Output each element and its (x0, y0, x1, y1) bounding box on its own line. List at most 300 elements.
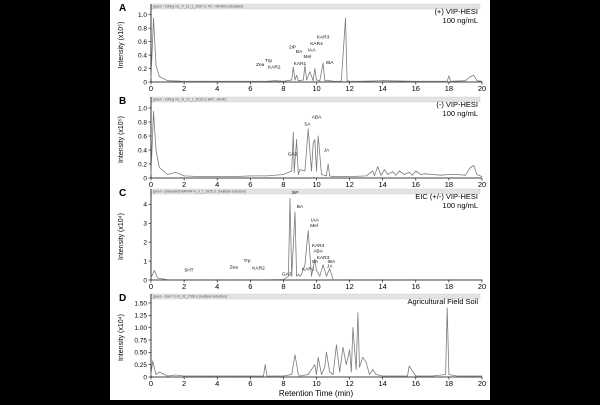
data-point (351, 372, 352, 373)
data-point (154, 270, 155, 271)
data-point (293, 132, 294, 133)
y-tick-label: 0.8 (137, 25, 147, 33)
x-tick-label: 14 (378, 282, 387, 291)
data-point (324, 80, 325, 81)
data-point (345, 18, 346, 19)
data-point (151, 78, 152, 79)
data-point (316, 80, 317, 81)
x-tick-label: 2 (182, 379, 187, 388)
peak-label: BA (295, 50, 303, 56)
data-point (319, 80, 320, 81)
data-point (470, 167, 471, 168)
panel-letter: A (119, 3, 127, 14)
peak-label: SA (304, 122, 311, 128)
data-point (333, 81, 334, 82)
x-tick-label: 18 (444, 282, 454, 291)
data-point (324, 367, 325, 368)
x-tick-label: 4 (215, 379, 220, 388)
x-tick-label: 20 (477, 84, 487, 93)
data-point (294, 172, 295, 173)
data-point (291, 171, 292, 172)
data-point (333, 176, 334, 177)
x-tick-label: 10 (312, 379, 321, 388)
data-point (329, 372, 330, 373)
y-tick-label: 0.50 (134, 349, 147, 357)
data-point (349, 176, 350, 177)
peak-label: JA (326, 264, 333, 270)
data-point (329, 80, 330, 81)
x-tick-label: 6 (248, 180, 253, 189)
x-tick-label: 6 (248, 84, 253, 93)
x-tick-label: 16 (411, 180, 420, 189)
data-point (382, 80, 383, 81)
y-tick-label: 1.25 (134, 312, 147, 320)
x-tick-label: 8 (281, 84, 286, 93)
data-point (314, 139, 315, 140)
y-tick-label: 0 (143, 79, 147, 87)
x-tick-label: 14 (378, 379, 387, 388)
data-point (432, 174, 433, 175)
x-tick-label: 0 (148, 84, 154, 93)
y-tick-label: 0.2 (137, 161, 147, 169)
data-point (366, 362, 367, 363)
data-point (387, 174, 388, 175)
x-tick-label: 20 (477, 379, 487, 388)
data-point (362, 357, 363, 358)
data-point (159, 167, 160, 168)
data-point (296, 75, 297, 76)
data-point (153, 111, 154, 112)
data-point (415, 171, 416, 172)
x-tick-label: 4 (215, 84, 220, 93)
x-tick-label: 18 (444, 379, 454, 388)
y-tick-label: 0.4 (137, 52, 147, 60)
data-point (290, 198, 291, 199)
data-point (318, 357, 319, 358)
data-point (267, 279, 268, 280)
x-tick-label: 10 (312, 84, 321, 93)
data-point (449, 174, 450, 175)
panel-header-text: green - 100ng mL_P_12_1_2037.d: TIC +All MSn (disabled) (153, 4, 244, 9)
data-point (233, 279, 234, 280)
data-point (250, 376, 251, 377)
data-point (311, 171, 312, 172)
data-point (432, 376, 433, 377)
x-tick-label: 18 (444, 180, 454, 189)
data-point (369, 374, 370, 375)
x-tick-label: 4 (215, 180, 220, 189)
data-point (233, 176, 234, 177)
data-point (321, 174, 322, 175)
data-point (470, 76, 471, 77)
y-tick-label: 0.2 (137, 65, 147, 73)
data-point (305, 265, 306, 266)
data-point (283, 174, 284, 175)
data-point (184, 176, 185, 177)
data-point (151, 278, 152, 279)
y-tick-label: 4 (143, 201, 147, 209)
peak-label: Zea (229, 265, 238, 271)
peak-label: Mel (310, 224, 318, 230)
data-point (316, 171, 317, 172)
peak-label: ABA (311, 115, 322, 121)
x-tick-label: 2 (182, 282, 187, 291)
data-point (392, 171, 393, 172)
data-point (473, 75, 474, 76)
data-point (233, 81, 234, 82)
x-tick-label: 14 (378, 84, 387, 93)
data-point (396, 175, 397, 176)
data-point (336, 345, 337, 346)
data-point (376, 374, 377, 375)
data-point (313, 143, 314, 144)
data-point (291, 80, 292, 81)
x-tick-label: 0 (148, 379, 154, 388)
x-tick-label: 4 (215, 282, 220, 291)
y-tick-label: 0.6 (137, 39, 147, 47)
data-point (415, 279, 416, 280)
data-point (151, 374, 152, 375)
peak-label: IBA (327, 259, 336, 265)
panel-title: Agricultural Field Soil (407, 297, 478, 306)
x-tick-label: 20 (477, 180, 487, 189)
data-point (175, 375, 176, 376)
data-point (283, 279, 284, 280)
data-point (305, 171, 306, 172)
y-tick-label: 0.75 (134, 337, 147, 345)
data-point (323, 265, 324, 266)
data-point (425, 173, 426, 174)
y-axis-label: Intensity (x10⁵) (118, 116, 125, 163)
panel-title: (+) VIP-HESI (434, 7, 478, 16)
y-axis-label: Intensity (x10⁴) (118, 314, 125, 361)
y-tick-label: 0.6 (137, 133, 147, 141)
data-point (184, 81, 185, 82)
x-tick-label: 10 (312, 282, 321, 291)
data-point (447, 308, 448, 309)
panel-title: (-) VIP-HESI (436, 100, 478, 109)
x-tick-label: 16 (411, 379, 420, 388)
panel-header-text: green - 100ng mL_N_12_1_2015.d: BPC -All MS (153, 97, 227, 102)
data-point (415, 81, 416, 82)
data-point (366, 176, 367, 177)
data-point (283, 81, 284, 82)
peak-label: KAR2 (252, 266, 265, 272)
peak-label: JA (323, 148, 330, 154)
data-point (319, 276, 320, 277)
x-tick-label: 8 (281, 282, 286, 291)
data-point (298, 80, 299, 81)
data-point (473, 165, 474, 166)
x-tick-label: 16 (411, 84, 420, 93)
x-tick-label: 12 (345, 379, 354, 388)
data-point (184, 279, 185, 280)
data-point (308, 129, 309, 130)
data-point (328, 164, 329, 165)
data-point (314, 68, 315, 69)
y-tick-label: 2 (143, 239, 147, 247)
data-point (349, 349, 350, 350)
data-point (343, 347, 344, 348)
data-point (449, 76, 450, 77)
peak-label: GA3 (287, 152, 298, 158)
data-point (341, 81, 342, 82)
data-point (217, 279, 218, 280)
peak-label: KAR3 (316, 256, 330, 262)
data-point (318, 136, 319, 137)
data-point (298, 174, 299, 175)
data-point (167, 279, 168, 280)
panel-subtitle: 100 ng/mL (442, 109, 478, 118)
y-axis-label: Intensity (x10⁴) (118, 213, 125, 260)
panel-letter: D (119, 293, 127, 304)
data-point (420, 174, 421, 175)
x-tick-label: 16 (411, 282, 420, 291)
data-point (482, 279, 483, 280)
data-point (217, 376, 218, 377)
data-point (308, 374, 309, 375)
data-point (267, 176, 268, 177)
data-point (151, 174, 152, 175)
data-point (326, 352, 327, 353)
data-point (349, 81, 350, 82)
panel-header-text: green - Soil-7-2-N_02_2766.d (multiple selection) (153, 294, 228, 299)
data-point (449, 374, 450, 375)
data-point (412, 175, 413, 176)
panel-subtitle: 100 ng/mL (442, 16, 478, 25)
data-point (200, 376, 201, 377)
data-point (156, 374, 157, 375)
x-tick-label: 0 (148, 282, 154, 291)
data-point (477, 80, 478, 81)
data-point (326, 176, 327, 177)
y-tick-label: 0 (143, 175, 147, 183)
data-point (295, 354, 296, 355)
peak-label: KAR2 (268, 65, 281, 71)
data-point (399, 171, 400, 172)
peak-label: 2iP (289, 45, 296, 51)
data-point (450, 81, 451, 82)
data-point (465, 175, 466, 176)
data-point (250, 279, 251, 280)
peak-label: KAR1 (293, 62, 307, 68)
data-point (263, 376, 264, 377)
peak-label: KAR4 (310, 42, 323, 47)
data-point (449, 279, 450, 280)
peak-label: KAR4 (311, 243, 325, 249)
x-tick-label: 12 (345, 84, 354, 93)
data-point (321, 374, 322, 375)
peak-label: GA3 (281, 272, 292, 278)
data-point (283, 376, 284, 377)
data-point (265, 364, 266, 365)
data-point (316, 270, 317, 271)
data-point (316, 374, 317, 375)
data-point (382, 376, 383, 377)
data-point (296, 139, 297, 140)
data-point (353, 327, 354, 328)
data-point (482, 376, 483, 377)
x-tick-label: 0 (148, 180, 154, 189)
x-tick-label: 12 (345, 180, 354, 189)
data-point (323, 63, 324, 64)
data-point (384, 169, 385, 170)
data-point (457, 376, 458, 377)
data-point (347, 80, 348, 81)
data-point (296, 276, 297, 277)
data-point (314, 364, 315, 365)
y-tick-label: 0 (143, 374, 147, 382)
data-point (175, 172, 176, 173)
data-point (152, 361, 153, 362)
data-point (359, 367, 360, 368)
data-point (310, 72, 311, 73)
peak-label: SA (311, 259, 319, 265)
panel-subtitle: 100 ng/mL (442, 201, 478, 210)
data-point (217, 176, 218, 177)
peak-label: Mel (303, 54, 312, 60)
y-tick-label: 1 (143, 258, 147, 266)
data-point (404, 174, 405, 175)
peak-label: Trp (264, 58, 273, 64)
panel-title: EIC (+/-) VIP-HESI (415, 192, 478, 201)
data-point (153, 18, 154, 19)
data-point (300, 276, 301, 277)
data-point (477, 174, 478, 175)
data-point (200, 81, 201, 82)
data-point (200, 176, 201, 177)
data-point (267, 376, 268, 377)
data-point (465, 80, 466, 81)
data-point (374, 176, 375, 177)
data-point (295, 80, 296, 81)
x-tick-label: 6 (248, 282, 253, 291)
data-point (326, 276, 327, 277)
x-tick-label: 18 (444, 84, 454, 93)
peak-label: KAR1 (301, 267, 315, 273)
x-tick-label: 12 (345, 282, 354, 291)
data-point (382, 279, 383, 280)
x-tick-label: 20 (477, 282, 487, 291)
data-point (440, 175, 441, 176)
data-point (157, 278, 158, 279)
peak-label: Trp (243, 259, 251, 265)
data-point (445, 374, 446, 375)
data-point (465, 376, 466, 377)
panel-letter: C (119, 188, 127, 199)
data-point (233, 376, 234, 377)
y-tick-label: 0.8 (137, 119, 147, 127)
data-point (415, 376, 416, 377)
x-tick-label: 8 (281, 379, 286, 388)
peak-label: 5HT (184, 268, 194, 274)
data-point (447, 81, 448, 82)
data-point (159, 372, 160, 373)
data-point (372, 171, 373, 172)
y-tick-label: 1.0 (137, 105, 147, 113)
data-point (407, 376, 408, 377)
data-point (399, 376, 400, 377)
peak-label: BA (296, 205, 304, 211)
data-point (217, 81, 218, 82)
data-point (346, 364, 347, 365)
data-point (167, 80, 168, 81)
data-point (267, 81, 268, 82)
data-point (457, 174, 458, 175)
peak-label: IAA (310, 218, 319, 224)
y-tick-label: 0.4 (137, 147, 147, 155)
panel-header-text: green - [Standard]-IMRAR-N_0_1_2025.d: (multiple selection) (153, 189, 246, 194)
data-point (339, 372, 340, 373)
data-point (200, 279, 201, 280)
data-point (291, 374, 292, 375)
data-point (298, 274, 299, 275)
data-point (295, 212, 296, 213)
x-tick-label: 6 (248, 379, 253, 388)
data-point (167, 376, 168, 377)
data-point (300, 169, 301, 170)
data-point (306, 80, 307, 81)
data-point (356, 369, 357, 370)
data-point (250, 81, 251, 82)
data-point (482, 81, 483, 82)
y-tick-label: 1.00 (134, 325, 147, 333)
data-point (358, 312, 359, 313)
data-point (333, 374, 334, 375)
data-point (275, 80, 276, 81)
data-point (311, 276, 312, 277)
data-point (333, 279, 334, 280)
y-tick-label: 1.50 (134, 300, 147, 308)
data-point (349, 279, 350, 280)
data-point (184, 376, 185, 377)
data-point (308, 230, 309, 231)
panel-letter: B (119, 96, 127, 107)
x-axis-label: Retention Time (min) (278, 389, 354, 398)
y-tick-label: 0.25 (134, 362, 147, 370)
data-point (167, 174, 168, 175)
x-tick-label: 2 (182, 180, 187, 189)
data-point (329, 176, 330, 177)
peak-label: KAR3 (316, 35, 330, 41)
x-tick-label: 14 (378, 180, 387, 189)
data-point (156, 150, 157, 151)
y-tick-label: 1.0 (137, 12, 147, 20)
data-point (159, 76, 160, 77)
y-tick-label: 0 (143, 277, 147, 285)
peak-label: IAA (307, 48, 316, 54)
peak-label: Zea (256, 62, 265, 68)
data-point (303, 80, 304, 81)
data-point (156, 65, 157, 66)
data-point (381, 175, 382, 176)
data-point (313, 80, 314, 81)
peak-label: IBA (325, 60, 334, 66)
data-point (409, 366, 410, 367)
y-tick-label: 3 (143, 220, 147, 228)
data-point (377, 166, 378, 167)
y-axis-label: Intensity (x10⁵) (118, 21, 125, 69)
data-point (409, 172, 410, 173)
data-point (372, 369, 373, 370)
data-point (298, 374, 299, 375)
data-point (301, 274, 302, 275)
data-point (300, 376, 301, 377)
data-point (250, 176, 251, 177)
data-point (358, 81, 359, 82)
x-tick-label: 2 (182, 84, 187, 93)
x-tick-label: 10 (312, 180, 321, 189)
